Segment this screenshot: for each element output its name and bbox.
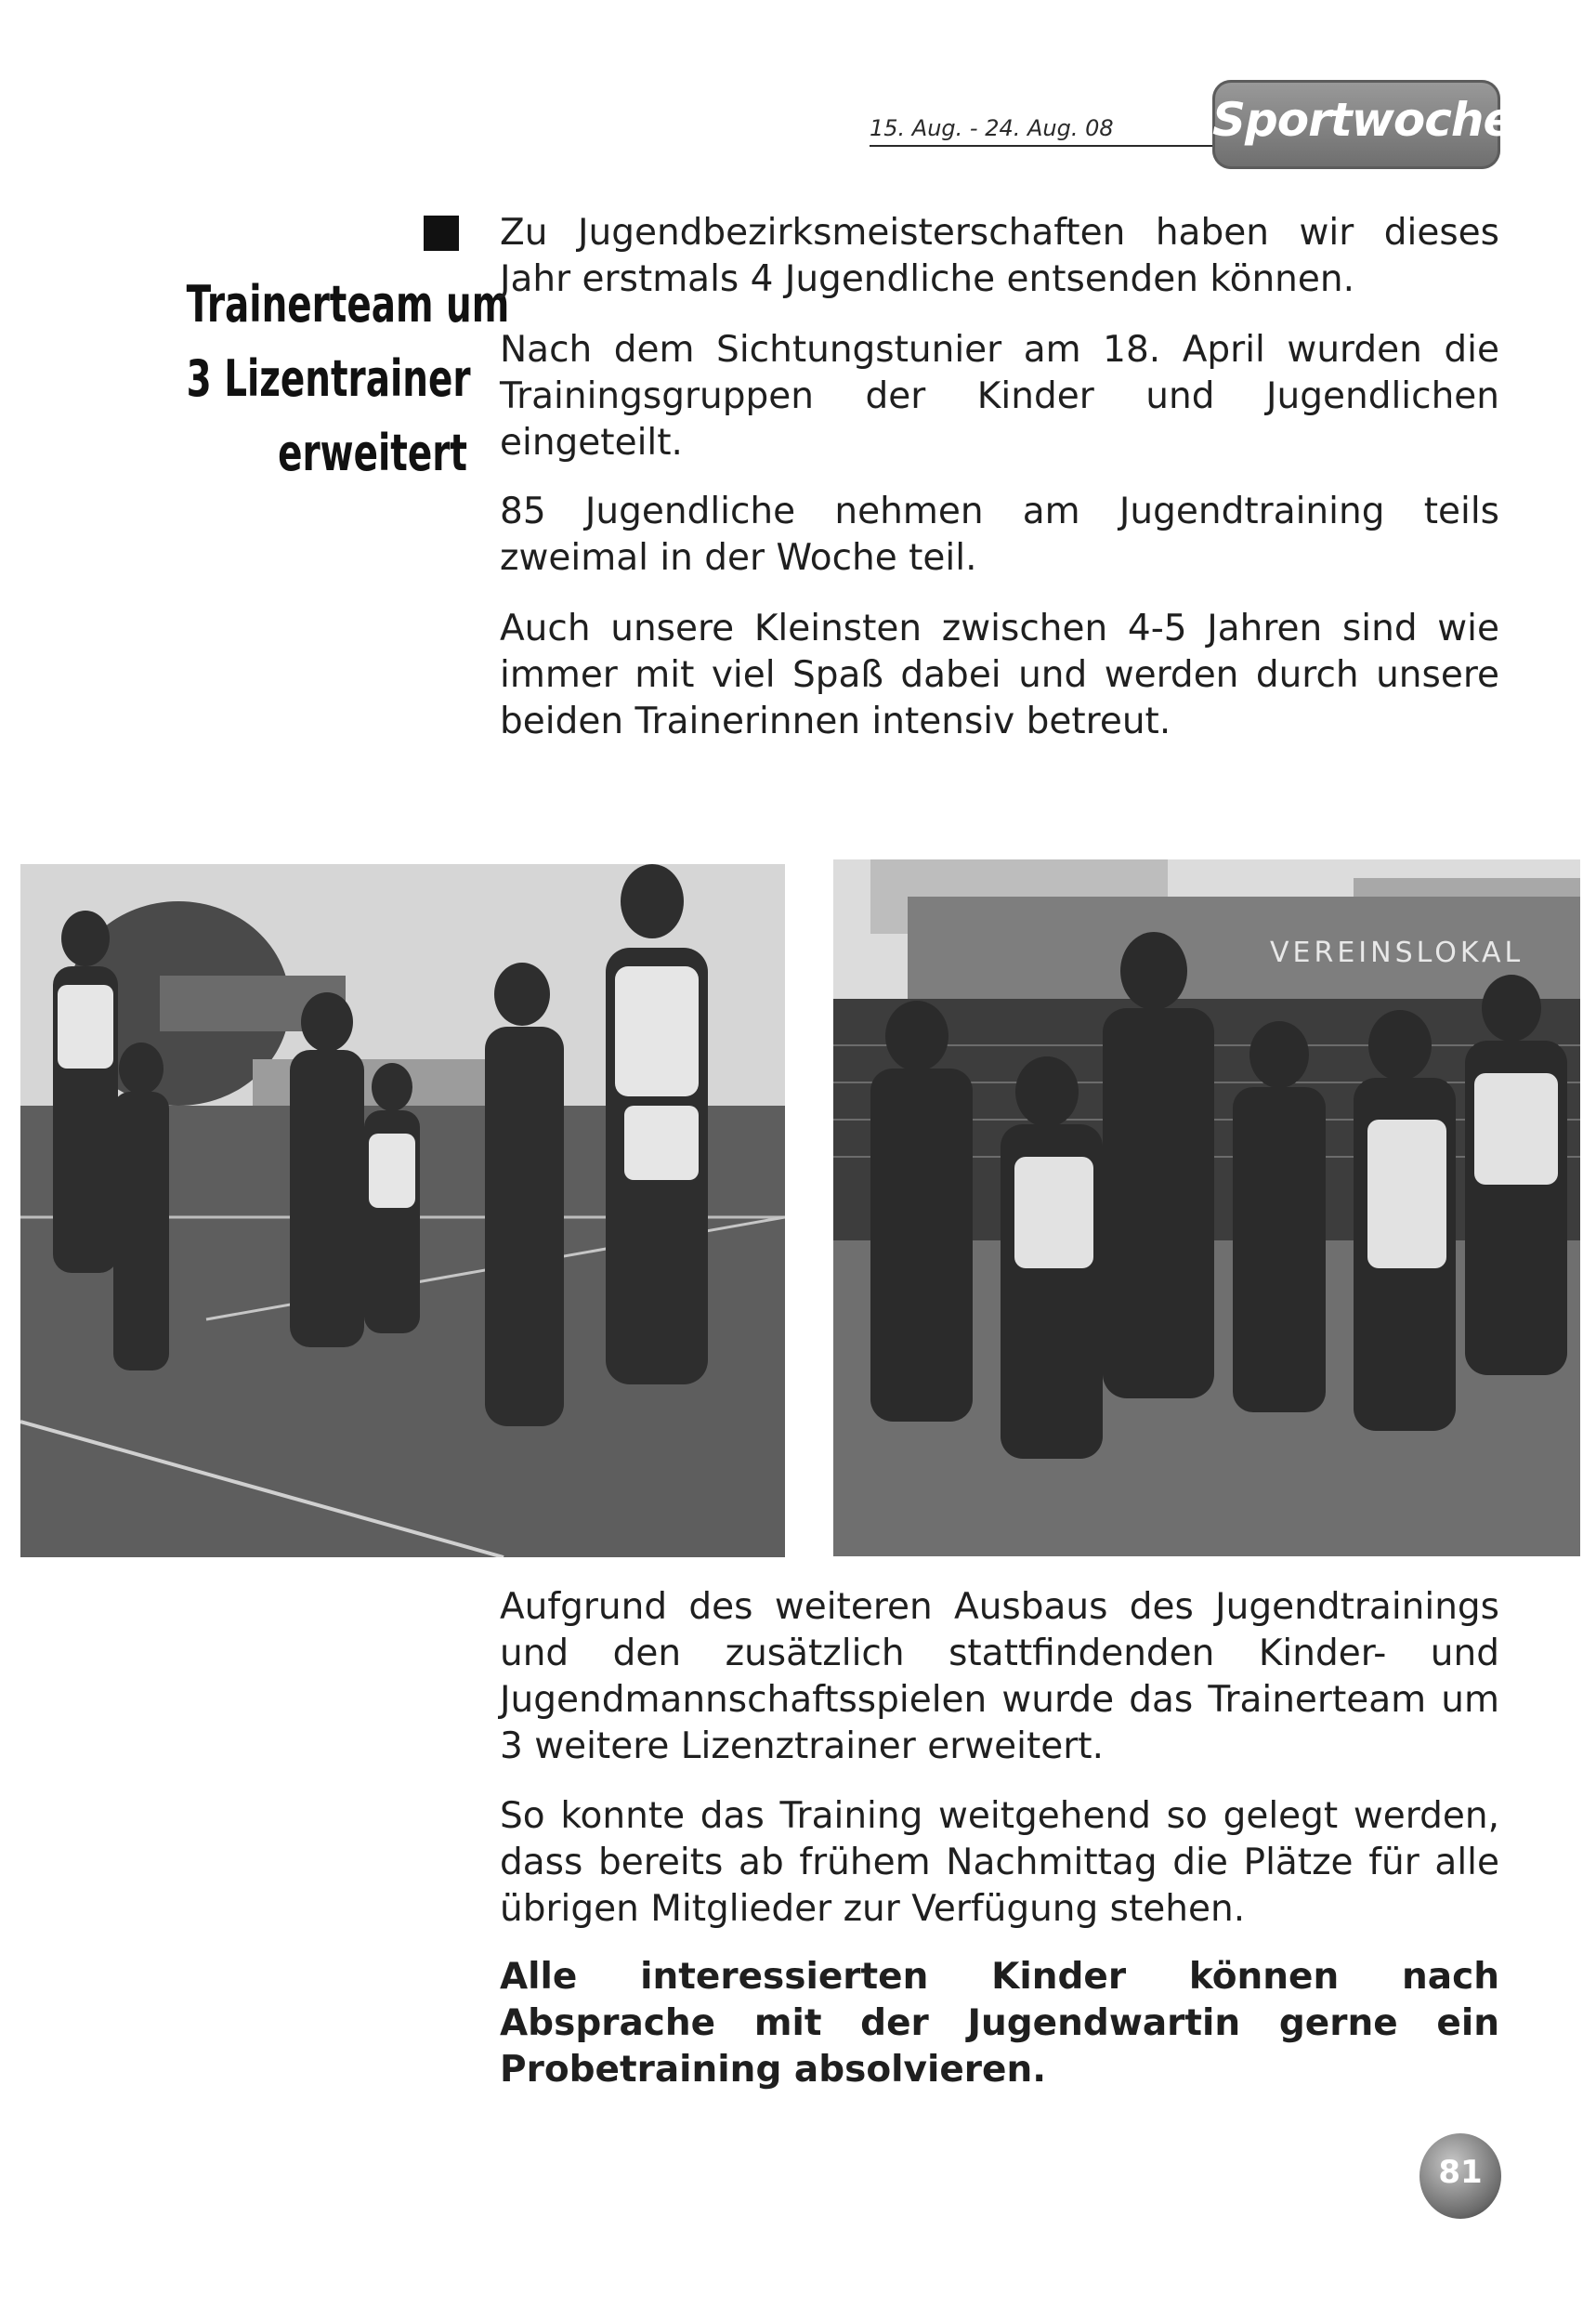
paragraph-sichtungsturnier: Nach dem Sichtungstunier am 18. April wurden die Trainingsgruppen der Kinder und Jugendlichen eingeteilt. xyxy=(500,329,1499,464)
page-number: 81 xyxy=(1438,2154,1483,2191)
paragraph-bezirksmeisterschaften: Zu Jugendbezirksmeisterschaften haben wir dieses Jahr erstmals 4 Jugendliche entsenden können. xyxy=(500,212,1499,300)
page-number-badge xyxy=(1419,2133,1501,2219)
section-heading-line-2: 3 Lizentrainer xyxy=(186,349,471,408)
paragraph-probetraining: Alle interessierten Kinder können nach Absprache mit der Jugendwartin gerne ein Probetraining absolvieren. xyxy=(500,1956,1499,2091)
paragraph-jugendtraining: 85 Jugendliche nehmen am Jugendtraining teils zweimal in der Woche teil. xyxy=(500,491,1499,579)
paragraph-kleinsten: Auch unsere Kleinsten zwischen 4-5 Jahren sind wie immer mit viel Spaß dabei und werden durch unsere beiden Trainerinnen intensiv betreut. xyxy=(500,608,1499,742)
section-heading xyxy=(186,268,510,491)
issue-dates: 15. Aug. - 24. Aug. 08 xyxy=(870,115,1114,141)
paragraph-training-zeiten: So konnte das Training weitgehend so gelegt werden, dass bereits ab frühem Nachmittag die Plätze für alle übrigen Mitglieder zur Verfügung stehen. xyxy=(500,1795,1499,1930)
dates-underline xyxy=(870,145,1236,147)
photo-children-circle-dance xyxy=(20,864,785,1557)
section-heading-line-3: erweitert xyxy=(278,424,467,482)
photo-children-group-at-net xyxy=(833,859,1580,1556)
heading-square-marker xyxy=(424,216,459,251)
section-heading-line-1: Trainerteam um xyxy=(186,275,510,334)
sportwoche-logo-text: Sportwoche xyxy=(1212,93,1514,147)
paragraph-ausbau: Aufgrund des weiteren Ausbaus des Jugendtrainings und den zusätzlich stattfindenden Kinder- und Jugendmannschaftsspielen wurde das Trainerteam um 3 weitere Lizenztrainer erweitert. xyxy=(500,1586,1499,1767)
vereinslokal-sign-text: VEREINSLOKAL xyxy=(1270,937,1524,969)
sportwoche-logo xyxy=(1212,80,1514,169)
